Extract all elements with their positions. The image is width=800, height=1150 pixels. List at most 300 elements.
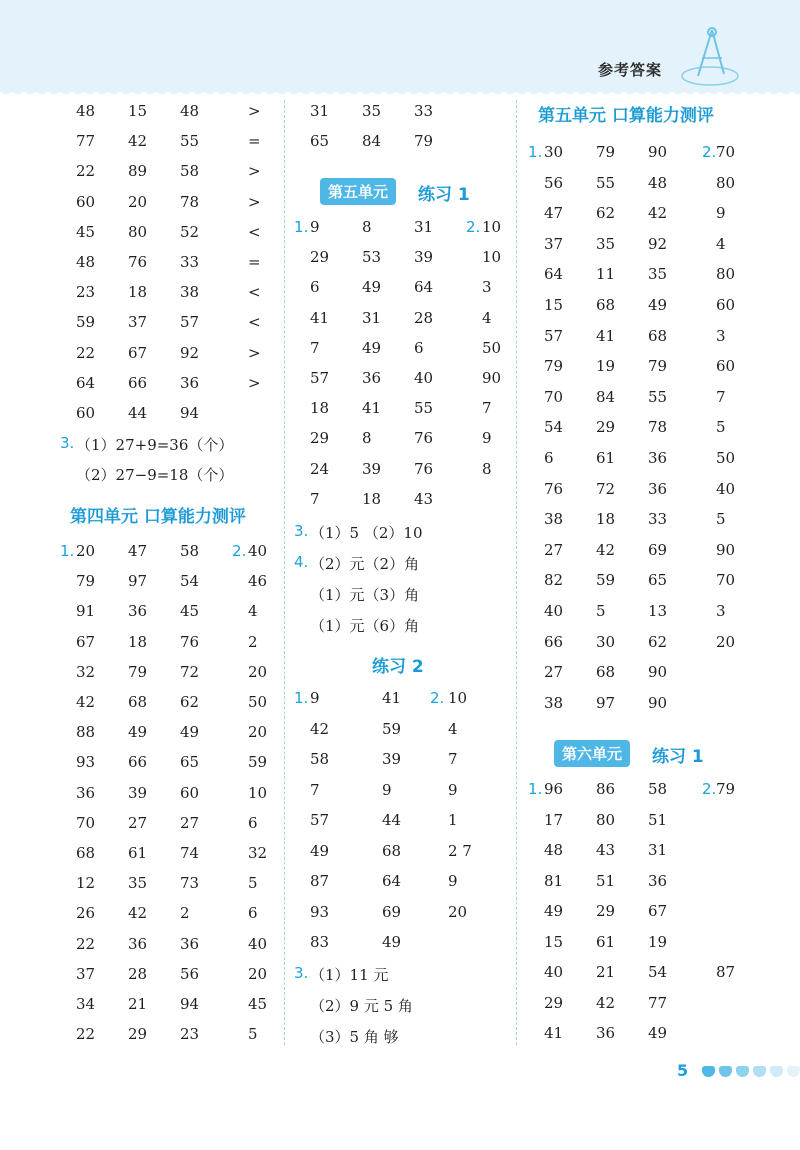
answer-value: 76	[180, 632, 200, 651]
answer-value: 64	[76, 373, 96, 392]
answer-value: 55	[648, 387, 668, 406]
answer-value: 67	[128, 343, 148, 362]
answer-value: 87	[716, 963, 736, 981]
answer-value: 39	[128, 783, 148, 802]
answer-value: 13	[648, 602, 668, 620]
answer-value: 30	[544, 143, 564, 161]
answer-value: 79	[76, 572, 96, 591]
answer-value: 40	[544, 602, 564, 620]
answer-value: 56	[544, 173, 564, 192]
answer-value: 33	[180, 253, 200, 271]
answer-value: 72	[180, 662, 200, 681]
answer-value: 5	[596, 602, 606, 620]
answer-value: 9	[716, 204, 726, 223]
answer-value: 26	[76, 904, 96, 923]
answer-value: 65	[648, 571, 668, 590]
answer-value: 49	[648, 296, 668, 314]
answer-value: 67	[648, 902, 668, 920]
answer-value: 36	[180, 373, 200, 392]
answer-value: 47	[128, 542, 148, 560]
answer-value: 80	[716, 265, 736, 284]
answer-value: 31	[310, 102, 330, 120]
answer-value: 36	[648, 479, 668, 498]
answer-value: 28	[128, 964, 148, 983]
answer-value: 7	[310, 780, 320, 799]
answer-value: 43	[596, 841, 616, 859]
answer-value: 34	[76, 995, 96, 1013]
answer-value: 5	[248, 874, 258, 893]
answer-value: 7	[482, 399, 492, 418]
answer-value: 4	[248, 602, 258, 621]
answer-value: 35	[362, 102, 382, 120]
answer-value: 31	[414, 218, 434, 236]
answer-value: 41	[596, 326, 616, 345]
compass-icon	[680, 24, 740, 86]
answer-value: 69	[382, 902, 402, 921]
answer-value: 70	[716, 143, 736, 161]
answer-value: 97	[596, 693, 616, 712]
answer-value: 22	[76, 1025, 96, 1044]
answer-value: 54	[544, 418, 564, 437]
answer-value: 49	[544, 902, 564, 920]
answer-value: 59	[248, 753, 268, 772]
answer-value: 68	[648, 326, 668, 345]
answer-line: （1）元（3）角	[310, 586, 420, 604]
answer-value: 40	[248, 934, 268, 953]
answer-value: 6	[310, 278, 320, 297]
answer-value: 41	[310, 308, 330, 327]
answer-value: 9	[382, 780, 392, 799]
answer-value: 40	[248, 542, 268, 560]
practice-1-title: 练习 1	[418, 185, 470, 205]
answer-value: 7	[310, 489, 320, 508]
answer-value: 70	[544, 387, 564, 406]
answer-value: 22	[76, 343, 96, 362]
answer-value: 60	[180, 783, 200, 802]
answer-value: 36	[128, 602, 148, 621]
answer-value: 55	[414, 399, 434, 418]
answer-value: 65	[310, 132, 330, 150]
answer-value: 66	[128, 373, 148, 392]
answer-value: 5	[248, 1025, 258, 1044]
answer-value: 83	[310, 933, 330, 951]
answer-value: 45	[248, 995, 268, 1013]
answer-value: 42	[76, 693, 96, 711]
answer-value: 36	[648, 871, 668, 890]
answer-value: 66	[544, 632, 564, 651]
answer-value: 79	[716, 780, 736, 798]
answer-value: 91	[76, 602, 96, 621]
answer-value: 96	[544, 780, 564, 798]
answer-value: 35	[596, 234, 616, 253]
answer-value: 92	[180, 343, 200, 362]
question-number: 4.	[294, 553, 309, 571]
answer-value: 8	[482, 459, 492, 478]
answer-value: 15	[544, 296, 564, 314]
answer-value: 27	[180, 813, 200, 832]
question-number: 3.	[60, 434, 75, 452]
question-number: 2.	[232, 542, 247, 560]
answer-value: 68	[128, 693, 148, 711]
answer-value: 29	[310, 429, 330, 448]
answer-value: 19	[648, 932, 668, 951]
answer-value: 18	[128, 283, 148, 302]
answer-value: =	[248, 253, 261, 271]
answer-value: 82	[544, 571, 564, 590]
answer-value: 77	[76, 132, 96, 151]
answer-value: 29	[128, 1025, 148, 1044]
answer-value: 5	[716, 510, 726, 529]
answer-value: 4	[716, 234, 726, 253]
answer-value: 6	[248, 813, 258, 832]
answer-value: 42	[128, 132, 148, 151]
answer-value: 35	[648, 265, 668, 284]
answer-value: 45	[76, 222, 96, 241]
answer-value: 2	[180, 904, 190, 923]
answer-value: 53	[362, 248, 382, 267]
question-number: 2.	[702, 780, 717, 798]
column-divider-2	[516, 100, 517, 1045]
answer-value: 17	[544, 810, 564, 829]
question-number: 1.	[294, 689, 309, 707]
answer-value: >	[248, 162, 261, 181]
answer-value: 94	[180, 995, 200, 1013]
answer-value: 33	[648, 510, 668, 529]
answer-value: 9	[482, 429, 492, 448]
answer-value: 36	[362, 369, 382, 387]
answer-value: 72	[596, 479, 616, 498]
answer-value: 49	[382, 933, 402, 951]
answer-value: 93	[310, 902, 330, 921]
answer-value: 3	[716, 602, 726, 620]
answer-value: 92	[648, 234, 668, 253]
answer-value: 20	[716, 632, 736, 651]
answer-value: 47	[544, 204, 564, 223]
answer-value: 60	[76, 192, 96, 211]
answer-value: 29	[596, 902, 616, 920]
decor-dot	[770, 1066, 783, 1077]
answer-value: 9	[448, 780, 458, 799]
answer-value: 41	[544, 1024, 564, 1042]
answer-value: 29	[544, 993, 564, 1012]
answer-value: 60	[76, 404, 96, 422]
answer-value: >	[248, 343, 261, 362]
answer-value: 90	[648, 663, 668, 682]
answer-value: 40	[414, 369, 434, 387]
answer-value: 60	[716, 357, 736, 376]
question-number: 1.	[60, 542, 75, 560]
answer-value: 36	[648, 449, 668, 467]
question-number: 3.	[294, 964, 309, 982]
question-number: 2.	[430, 689, 445, 707]
unit5-pill: 第五单元	[320, 178, 396, 205]
answer-value: 80	[596, 810, 616, 829]
answer-value: 79	[128, 662, 148, 681]
page-header-title: 参考答案	[598, 61, 663, 79]
answer-value: 64	[382, 872, 402, 890]
decor-dot	[787, 1066, 800, 1077]
answer-value: 93	[76, 753, 96, 772]
answer-line: （3）5 角 够	[310, 1028, 399, 1046]
answer-value: 88	[76, 723, 96, 742]
answer-value: 90	[648, 693, 668, 712]
answer-value: 40	[544, 963, 564, 981]
answer-value: 59	[76, 313, 96, 332]
answer-value: 21	[596, 963, 616, 981]
answer-value: 49	[128, 723, 148, 742]
answer-value: 49	[180, 723, 200, 742]
answer-value: 61	[596, 449, 616, 467]
question-number: 3.	[294, 522, 309, 540]
answer-value: 8	[362, 218, 372, 236]
answer-value: 65	[180, 753, 200, 772]
answer-value: 24	[310, 459, 330, 478]
answer-value: 15	[128, 102, 148, 120]
answer-value: 7	[448, 750, 458, 768]
answer-value: <	[248, 283, 261, 302]
answer-value: 32	[76, 662, 96, 681]
answer-value: 64	[544, 265, 564, 284]
answer-value: 64	[414, 278, 434, 297]
answer-line: （1）元（6）角	[310, 617, 420, 635]
answer-value: 4	[482, 308, 492, 327]
answer-value: 49	[362, 278, 382, 297]
answer-value: 97	[128, 572, 148, 591]
answer-value: 79	[544, 357, 564, 376]
answer-value: 5	[716, 418, 726, 437]
answer-value: 27	[544, 663, 564, 682]
answer-value: 87	[310, 872, 330, 890]
answer-line: （2）9 元 5 角	[310, 997, 413, 1015]
answer-value: 27	[128, 813, 148, 832]
answer-value: 41	[382, 689, 402, 707]
answer-value: 20	[248, 964, 268, 983]
answer-value: 3	[482, 278, 492, 297]
answer-value: 37	[128, 313, 148, 332]
answer-value: 39	[414, 248, 434, 267]
answer-value: 58	[310, 750, 330, 768]
answer-value: 42	[596, 540, 616, 559]
answer-value: 20	[128, 192, 148, 211]
answer-value: <	[248, 313, 261, 332]
answer-value: 20	[448, 902, 468, 921]
answer-value: 57	[310, 811, 330, 829]
answer-value: 90	[648, 143, 668, 161]
answer-value: 51	[648, 810, 668, 829]
answer-text: （2）27−9=18（个）	[76, 466, 234, 484]
column-divider-1	[284, 100, 285, 1045]
answer-value: 62	[648, 632, 668, 651]
answer-value: 32	[248, 844, 268, 862]
answer-value: 68	[596, 663, 616, 682]
answer-value: 89	[128, 162, 148, 181]
answer-value: 90	[716, 540, 736, 559]
answer-value: 7	[310, 338, 320, 357]
section-title-unit5-test: 第五单元 口算能力测评	[538, 106, 714, 126]
answer-value: 48	[648, 173, 668, 192]
answer-value: 27	[544, 540, 564, 559]
answer-value: 19	[596, 357, 616, 376]
answer-value: 61	[128, 844, 148, 862]
question-number: 1.	[294, 218, 309, 236]
decor-dot	[753, 1066, 766, 1077]
practice-1-title: 练习 1	[652, 747, 704, 767]
answer-value: 57	[310, 369, 330, 387]
answer-value: 41	[362, 399, 382, 418]
practice-2-title: 练习 2	[372, 657, 424, 677]
answer-value: 18	[362, 489, 382, 508]
answer-value: 12	[76, 874, 96, 893]
answer-value: 74	[180, 844, 200, 862]
answer-value: 30	[596, 632, 616, 651]
answer-value: 42	[128, 904, 148, 923]
answer-value: 6	[414, 338, 424, 357]
answer-value: 9	[310, 218, 320, 236]
answer-value: 61	[596, 932, 616, 951]
answer-value: 31	[362, 308, 382, 327]
answer-value: 48	[544, 841, 564, 859]
answer-value: 70	[76, 813, 96, 832]
answer-value: 18	[596, 510, 616, 529]
answer-value: 46	[248, 572, 268, 591]
answer-value: 36	[596, 1024, 616, 1042]
answer-value: 48	[76, 253, 96, 271]
answer-value: 77	[648, 993, 668, 1012]
answer-value: 44	[128, 404, 148, 422]
answer-value: 42	[596, 993, 616, 1012]
answer-value: 7	[716, 387, 726, 406]
answer-value: 68	[596, 296, 616, 314]
answer-value: 48	[180, 102, 200, 120]
answer-value: 55	[596, 173, 616, 192]
answer-value: 23	[180, 1025, 200, 1044]
answer-value: 49	[362, 338, 382, 357]
answer-value: 67	[76, 632, 96, 651]
answer-value: 31	[648, 841, 668, 859]
answer-value: 22	[76, 162, 96, 181]
answer-value: 10	[448, 689, 468, 707]
answer-value: 10	[482, 248, 502, 267]
answer-value: 80	[716, 173, 736, 192]
answer-value: 48	[76, 102, 96, 120]
answer-value: 10	[248, 783, 268, 802]
answer-value: 4	[448, 719, 458, 738]
answer-value: 38	[544, 510, 564, 529]
answer-value: 73	[180, 874, 200, 893]
answer-text: （1）27+9=36（个）	[76, 436, 234, 454]
answer-value: 78	[648, 418, 668, 437]
answer-value: 58	[180, 162, 200, 181]
answer-value: 8	[362, 429, 372, 448]
answer-value: 56	[180, 964, 200, 983]
answer-value: <	[248, 222, 261, 241]
answer-value: 42	[310, 719, 330, 738]
answer-value: 76	[414, 459, 434, 478]
answer-value: 37	[76, 964, 96, 983]
decor-dot	[702, 1066, 715, 1077]
answer-value: 76	[414, 429, 434, 448]
answer-value: 60	[716, 296, 736, 314]
answer-value: 76	[544, 479, 564, 498]
question-number: 1.	[528, 143, 543, 161]
answer-value: 11	[596, 265, 616, 284]
answer-value: 81	[544, 871, 564, 890]
answer-text: （1）5 （2）10	[310, 524, 423, 542]
answer-value: 94	[180, 404, 200, 422]
answer-value: 39	[362, 459, 382, 478]
answer-value: =	[248, 132, 261, 151]
answer-value: 10	[482, 218, 502, 236]
answer-value: 90	[482, 369, 502, 387]
answer-value: 55	[180, 132, 200, 151]
answer-value: 51	[596, 871, 616, 890]
question-number: 2.	[466, 218, 481, 236]
answer-value: 44	[382, 811, 402, 829]
answer-value: 84	[596, 387, 616, 406]
answer-value: 6	[248, 904, 258, 923]
question-number: 2.	[702, 143, 717, 161]
answer-value: 57	[180, 313, 200, 332]
answer-value: 43	[414, 489, 434, 508]
answer-value: 18	[128, 632, 148, 651]
answer-value: 29	[310, 248, 330, 267]
answer-value: 80	[128, 222, 148, 241]
unit6-pill: 第六单元	[554, 740, 630, 767]
answer-value: 62	[180, 693, 200, 711]
answer-value: 70	[716, 571, 736, 590]
answer-value: 54	[180, 572, 200, 591]
answer-value: 76	[128, 253, 148, 271]
answer-value: 49	[310, 841, 330, 860]
decor-dot	[736, 1066, 749, 1077]
answer-value: 62	[596, 204, 616, 223]
answer-value: 33	[414, 102, 434, 120]
answer-value: 79	[596, 143, 616, 161]
answer-value: 79	[414, 132, 434, 150]
answer-value: 36	[180, 934, 200, 953]
answer-value: 20	[76, 542, 96, 560]
answer-value: 1	[448, 811, 458, 829]
answer-value: 3	[716, 326, 726, 345]
answer-value: 50	[482, 338, 502, 357]
answer-line: （1）11 元	[310, 966, 389, 984]
answer-value: 42	[648, 204, 668, 223]
answer-value: 20	[248, 662, 268, 681]
answer-value: 84	[362, 132, 382, 150]
answer-value: 58	[180, 542, 200, 560]
answer-value: 54	[648, 963, 668, 981]
answer-value: 9	[310, 689, 320, 707]
answer-value: >	[248, 373, 261, 392]
answer-value: 21	[128, 995, 148, 1013]
answer-value: 50	[248, 693, 268, 711]
answer-line: （2）元（2）角	[310, 555, 420, 573]
answer-value: 52	[180, 222, 200, 241]
decor-dot	[719, 1066, 732, 1077]
answer-value: 23	[76, 283, 96, 302]
answer-value: 6	[544, 449, 554, 467]
answer-value: 36	[128, 934, 148, 953]
answer-value: 40	[716, 479, 736, 498]
answer-value: 58	[648, 780, 668, 798]
answer-value: 66	[128, 753, 148, 772]
answer-value: 59	[596, 571, 616, 590]
answer-value: 20	[248, 723, 268, 742]
answer-value: 15	[544, 932, 564, 951]
answer-value: 38	[180, 283, 200, 302]
answer-value: 18	[310, 399, 330, 418]
answer-value: 59	[382, 719, 402, 738]
